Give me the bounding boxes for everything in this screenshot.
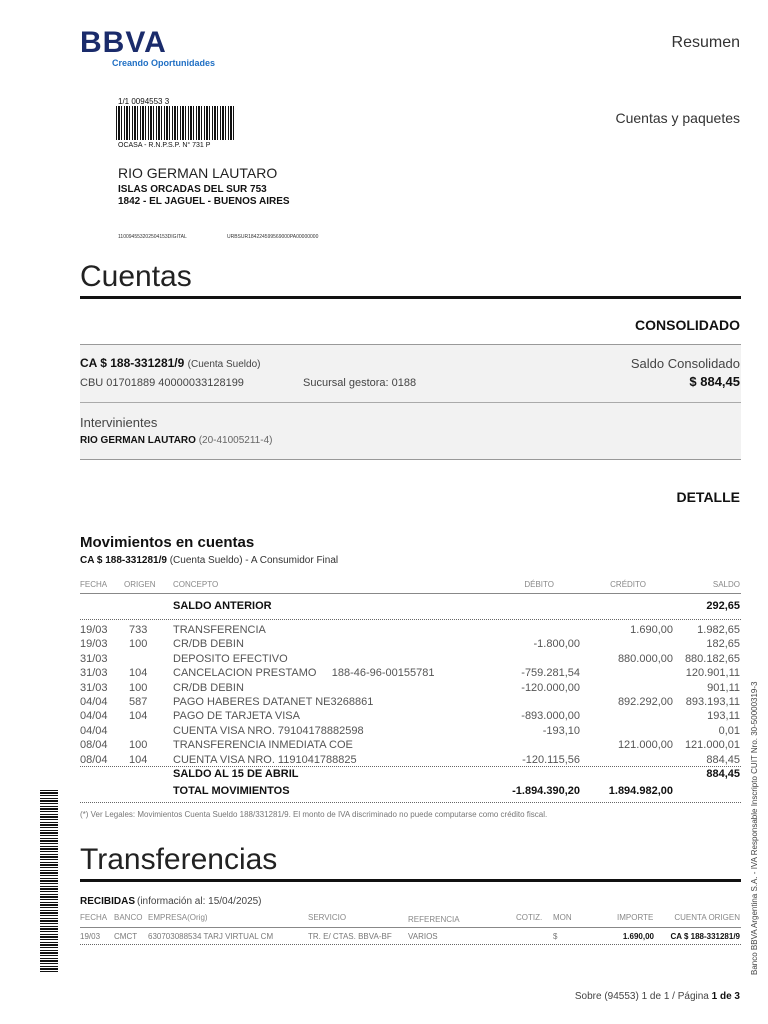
legal-vertical-text: Banco BBVA Argentina S.A. - IVA Responsable Inscripto CUIT Nro. 30-50000319-3 (750, 681, 759, 975)
detalle-label: DETALLE (676, 489, 740, 505)
col-origen: ORIGEN (124, 580, 156, 589)
footer-text: Sobre (94553) 1 de 1 / Página (574, 991, 709, 1002)
mov-saldo: 1.982,65 (697, 624, 740, 636)
mov-saldo: 880.182,65 (684, 653, 740, 665)
mov-origen: 100 (129, 682, 148, 694)
document-title: Resumen (671, 34, 740, 51)
dotted-rule (80, 766, 741, 767)
tr-header-rule (80, 927, 741, 928)
mov-fecha: 08/04 (80, 739, 108, 751)
mov-debito: -193,10 (542, 725, 580, 737)
mov-fecha: 31/03 (80, 653, 108, 665)
tr-col-banco: BANCO (114, 913, 143, 922)
cbu: CBU 01701889 40000033128199 (80, 377, 244, 389)
transferencias-heading: Transferencias (80, 843, 278, 876)
tr-banco: CMCT (114, 932, 138, 941)
mov-fecha: 19/03 (80, 624, 108, 636)
mov-debito: -759.281,54 (521, 667, 580, 679)
mov-saldo: 121.000,01 (684, 739, 740, 751)
mov-origen: 104 (129, 710, 148, 722)
tr-col-cuenta: CUENTA ORIGEN (674, 913, 740, 922)
mov-saldo: 884,45 (706, 754, 740, 766)
mov-fecha: 31/03 (80, 667, 108, 679)
document-subtitle: Cuentas y paquetes (615, 110, 740, 126)
mov-fecha: 04/04 (80, 696, 108, 708)
mov-fecha: 31/03 (80, 682, 108, 694)
mov-debito: -1.800,00 (533, 638, 580, 650)
account-type: (Cuenta Sueldo) (187, 359, 261, 370)
tr-col-empresa: EMPRESA(Orig) (148, 913, 208, 922)
mov-fecha: 19/03 (80, 638, 108, 650)
mov-saldo: 120.901,11 (685, 667, 740, 679)
tr-servicio: TR. E/ CTAS. BBVA-BF (308, 932, 392, 941)
movimientos-account: CA $ 188-331281/9 (80, 555, 167, 566)
mov-concepto: CUENTA VISA NRO. 79104178882598 (173, 725, 364, 737)
saldo-final-value: 884,45 (706, 768, 740, 780)
mov-debito: -120.115,56 (522, 754, 580, 766)
mov-concepto: CR/DB DEBIN (173, 682, 244, 694)
tr-empresa: 630703088534 TARJ VIRTUAL CM (148, 932, 274, 941)
mov-origen: 733 (129, 624, 148, 636)
mov-fecha: 08/04 (80, 754, 108, 766)
page-number: 1 de 3 (711, 991, 740, 1002)
recipient-name: RIO GERMAN LAUTARO (118, 165, 278, 181)
recibidas-label: RECIBIDAS (80, 896, 136, 907)
ocasa-label: OCASA - R.N.P.S.P. N° 731 P (118, 142, 211, 149)
mov-credito: 1.690,00 (630, 624, 673, 636)
tr-cuenta: CA $ 188-331281/9 (670, 932, 740, 941)
account-number: CA $ 188-331281/9 (80, 356, 185, 370)
col-fecha: FECHA (80, 580, 108, 589)
tr-importe: 1.690,00 (622, 932, 654, 941)
mov-origen: 100 (129, 739, 148, 751)
saldo-anterior-label: SALDO ANTERIOR (173, 600, 272, 612)
page-footer (575, 991, 740, 1002)
col-debito: DÉBITO (524, 580, 554, 589)
mov-concepto: DEPOSITO EFECTIVO (173, 653, 288, 665)
movimientos-title: Movimientos en cuentas (80, 534, 255, 551)
mov-concepto: PAGO HABERES DATANET NE3268861 (173, 696, 374, 708)
mov-saldo: 893.193,11 (685, 696, 740, 708)
mailing-code-1: 110094553202504153DIGITAL (118, 234, 187, 240)
col-saldo: SALDO (712, 580, 740, 589)
tr-referencia: VARIOS (408, 932, 438, 941)
mov-credito: 880.000,00 (617, 653, 673, 665)
mov-credito: 892.292,00 (617, 696, 673, 708)
recipient-address-line2: 1842 - EL JAGUEL - BUENOS AIRES (118, 196, 290, 207)
mailing-code-2: URBSUR184224599569000PA00000000 (227, 234, 319, 240)
interviniente-name: RIO GERMAN LAUTARO (80, 435, 196, 446)
mov-saldo: 182,65 (706, 638, 740, 650)
total-debito: -1.894.390,20 (512, 785, 580, 797)
mov-debito: -893.000,00 (521, 710, 580, 722)
mov-saldo: 193,11 (707, 710, 740, 722)
mov-fecha: 04/04 (80, 725, 108, 737)
tr-fecha: 19/03 (80, 932, 101, 941)
mov-concepto: TRANSFERENCIA INMEDIATA COE (173, 739, 353, 751)
mov-debito: -120.000,00 (521, 682, 580, 694)
intervinientes-label: Intervinientes (80, 415, 158, 430)
col-concepto: CONCEPTO (173, 580, 219, 589)
col-credito: CRÉDITO (610, 580, 646, 589)
tr-col-servicio: SERVICIO (308, 913, 347, 922)
dotted-rule (80, 619, 741, 620)
mov-origen: 100 (129, 638, 148, 650)
mov-credito: 121.000,00 (617, 739, 673, 751)
tr-mon: $ (553, 932, 558, 941)
mov-saldo: 901,11 (707, 682, 740, 694)
recipient-address-line1: ISLAS ORCADAS DEL SUR 753 (118, 184, 267, 195)
account-panel-divider (80, 402, 741, 403)
transferencias-rule (80, 879, 741, 882)
movimientos-subtitle (80, 555, 338, 566)
logo-tagline: Creando Oportunidades (112, 58, 216, 68)
consolidado-label: CONSOLIDADO (635, 317, 740, 333)
tr-col-mon: MON (553, 913, 572, 922)
dotted-rule (80, 802, 741, 803)
sucursal: Sucursal gestora: 0188 (303, 377, 417, 389)
side-barcode (40, 790, 58, 972)
tr-col-fecha: FECHA (80, 913, 108, 922)
saldo-consolidado-label: Saldo Consolidado (630, 356, 740, 371)
saldo-anterior-value: 292,65 (706, 600, 740, 612)
movimientos-account-desc: (Cuenta Sueldo) - A Consumidor Final (169, 555, 339, 566)
mov-concepto: CUENTA VISA NRO. 1191041788825 (173, 754, 357, 766)
cuentas-rule (80, 296, 741, 299)
barcode-code: 1/1 0094553 3 (118, 97, 170, 106)
tr-col-cotiz: COTIZ. (516, 913, 543, 922)
mov-fecha: 04/04 (80, 710, 108, 722)
mov-origen: 587 (129, 696, 148, 708)
mov-origen: 104 (129, 754, 148, 766)
bbva-logo: BBVA (80, 26, 167, 59)
recibidas-info: (información al: 15/04/2025) (137, 896, 262, 907)
cuentas-heading: Cuentas (80, 260, 192, 293)
legal-note: (*) Ver Legales: Movimientos Cuenta Sueldo 188/331281/9. El monto de IVA discriminado no puede computarse como crédito fiscal. (80, 810, 548, 819)
account-title (80, 356, 260, 370)
mov-concepto: CR/DB DEBIN (173, 638, 244, 650)
interviniente-id: (20-41005211-4) (198, 435, 273, 446)
mov-origen: 104 (129, 667, 148, 679)
saldo-final-label: SALDO AL 15 DE ABRIL (173, 768, 299, 780)
saldo-consolidado-value: $ 884,45 (689, 374, 740, 389)
total-movimientos-label: TOTAL MOVIMIENTOS (173, 785, 290, 797)
mov-concepto: TRANSFERENCIA (173, 624, 266, 636)
interviniente (80, 435, 272, 446)
total-credito: 1.894.982,00 (608, 785, 673, 797)
tr-col-referencia: REFERENCIA (408, 915, 460, 924)
mov-concepto: CANCELACION PRESTAMO 188-46-96-00155781 (173, 667, 435, 679)
dotted-rule (80, 944, 741, 945)
tr-col-importe: IMPORTE (617, 913, 654, 922)
mailing-barcode (116, 106, 234, 140)
mov-saldo: 0,01 (718, 725, 740, 737)
mov-concepto: PAGO DE TARJETA VISA (173, 710, 300, 722)
table-header-rule (80, 593, 741, 594)
